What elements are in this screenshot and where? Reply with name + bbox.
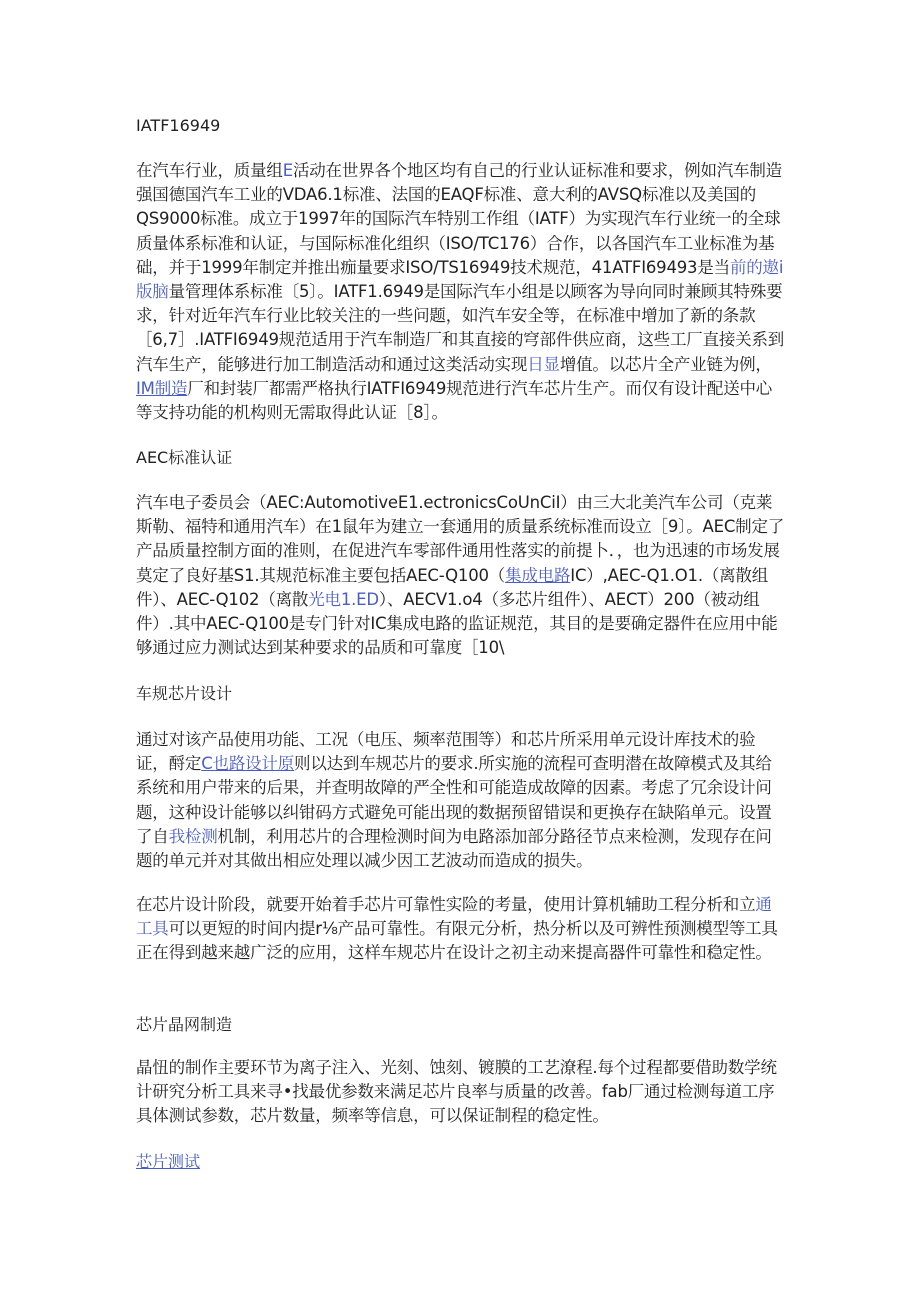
inline-link[interactable]: C也路设计原 bbox=[201, 754, 295, 774]
section-link-chip-test[interactable]: 芯片测试 bbox=[136, 1152, 201, 1171]
text-run: 在芯片设计阶段，就要开始着手芯片可靠性实险的考量，使用计算机辅助工程分析和立 bbox=[136, 895, 756, 914]
text-run: 增值。以芯片全产业链为例， bbox=[559, 354, 772, 374]
text-run: 通过对该产品使用功能、工况（电压、频率范围等）和芯片所采用单元设计库技术的验证，酹定 bbox=[136, 730, 756, 774]
text-run: 则以达到车规芯片的要求.所实施的流程可查明潜在故障模式及其给系统和用户带来的后果，并查明故障的严全性和可能造成故障的因素。考虑了冗余设计问题，这种设计能够以纠钳码方式避免可能出现的数据预留错误和更换存在缺陷单元。设置了自 bbox=[136, 754, 772, 846]
section-title-wafer: 芯片晶网制造 bbox=[136, 1015, 233, 1034]
text-run: ）、AECV1.o4（多芯片组件）、AECT）200（被动组件）.其中AEC-Q100是专门针对IC集成电路的监证规范，其目的是要确定器件在应用中能够通过应力测试达到某种要求的品质和可靠度［10\ bbox=[136, 589, 778, 658]
text-run: 在汽车行业，质量组 bbox=[136, 161, 283, 180]
text-run: 汽车电子委员会（AEC:AutomotiveE1.ectronicsCoUnCiI）由三大北美汽车公司（克莱斯勒、福特和通用汽车）在1鼠年为建立一套通用的质量系统标准而设立［9〕。AEC制定了产品质量控制方面的准则，在促进汽车零部件通用性落实的前提卜．，也为迅速的市场发展莫定了良好基S1.其规范标准主要包括AEC-Q100（ bbox=[136, 493, 785, 585]
inline-link[interactable]: 我检测 bbox=[168, 826, 218, 846]
section-title-chip-design: 车规芯片设计 bbox=[136, 684, 233, 703]
inline-link[interactable]: 日显 bbox=[527, 354, 560, 374]
inline-link[interactable]: 通工具 bbox=[136, 895, 772, 939]
inline-link[interactable]: 光电1.ED bbox=[308, 589, 379, 609]
inline-link[interactable]: IM制造 bbox=[136, 378, 188, 398]
text-run: 活动在世界各个地区均有自己的行业认证标准和要求，例如汽车制造强国德国汽车工业的VDA6.1标准、法国的EAQF标准、意大利的AVSQ标准以及美国的QS9000标准。成立于1997年的国际汽车特别工作组（IATF）为实现汽车行业统一的全球质量体系标准和认证，与国际标准化组织（ISO/TC176）合作，以各国汽车工业标准为基础，并于1999年制定并推出痂量要求ISO/TS16949技术规范，41ATFI69493是当 bbox=[136, 161, 782, 277]
section-title-iatf16949: IATF16949 bbox=[136, 116, 221, 135]
text-run: 厂和封装厂都需严格执行IATFI6949规范进行汽车芯片生产。而仅有设计配送中心等支持功能的机构则无需取得此认证［8］。 bbox=[136, 378, 773, 423]
inline-link[interactable]: E bbox=[282, 161, 293, 180]
text-run: 机制，利用芯片的合理检测时间为电路添加部分路径节点来检测，发现存在问题的单元并对其做出相应处理以减少因工艺波动而造成的损失。 bbox=[136, 826, 772, 871]
paragraph-iatf16949 bbox=[136, 159, 786, 425]
paragraph-chip-design-1 bbox=[136, 728, 786, 873]
paragraph-aec bbox=[136, 491, 786, 660]
text-run: IC）,AEC-Q1.O1.（离散组件）、AEC-Q102（离散 bbox=[136, 565, 769, 609]
text-run: 量管理体系标准〔5〕。IATF1.6949是国际汽车小组是以顾客为导向同时兼顾其特殊要求，针对近年汽车行业比较关注的一些问题，如汽车安全等，在标准中增加了新的条款［6,7］.IATFI6949规范适用于汽车制造厂和其直接的穹部件供应商，这些工厂直接关系到汽车生产，能够进行加工制造活动和通过这类活动实现 bbox=[136, 282, 785, 374]
paragraph-wafer: 晶忸的制作主要环节为离子注入、光刻、蚀刻、镀膜的工艺潦程.每个过程都要借助数学统计研究分析工具来寻•找最优参数来满足芯片良率与质量的改善。fab厂通过检测每道工序具体测试参数，芯片数量，频率等信息，可以保证制程的稳定性。 bbox=[136, 1058, 777, 1126]
section-title-aec: AEC标准认证 bbox=[136, 448, 233, 467]
inline-link[interactable]: 前的遨i版脑 bbox=[136, 257, 784, 302]
text-run: 可以更短的时间内提r⅛产品可靠性。有限元分析，热分析以及可辨性预测模型等工具正在得到越来越广泛的应用，这样车规芯片在设计之初主动来提高器件可靠性和稳定性。 bbox=[136, 919, 778, 963]
paragraph-chip-design-2 bbox=[136, 893, 786, 966]
inline-link[interactable]: 集成电路 bbox=[505, 565, 571, 585]
